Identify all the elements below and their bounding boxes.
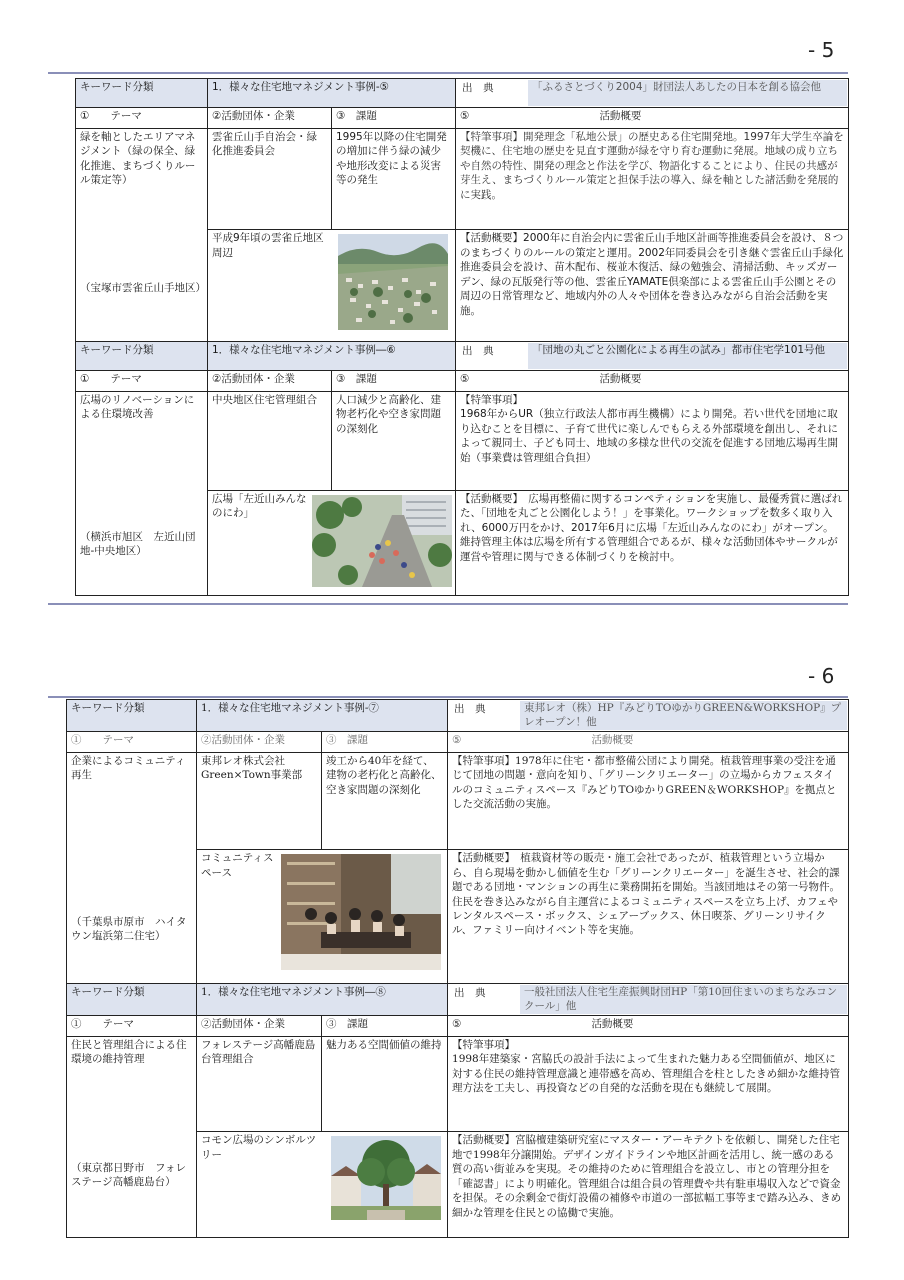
photo-caption: コモン広場のシンボルツリー (201, 1134, 317, 1161)
keyword-label: キーワード分類 (76, 342, 208, 371)
issue-text: 人口減少と高齢化、建物老朽化や空き家問題の深刻化 (332, 392, 456, 491)
source-cell (456, 342, 849, 371)
col-org: ②活動団体・企業 (197, 1015, 322, 1036)
theme-text: 広場のリノベーションによる住環境改善 (80, 394, 195, 421)
photo-cell (208, 491, 456, 596)
issue-text: 竣工から40年を経て、建物の老朽化と高齢化、空き家問題の深刻化 (322, 752, 448, 849)
col-org: ②活動団体・企業 (197, 731, 322, 752)
page-number: - 5 (808, 38, 835, 62)
photo-cell (197, 1132, 448, 1238)
case-title: 1．様々な住宅地マネジメント事例―⑧ (197, 983, 448, 1015)
theme-cell (67, 1036, 197, 1237)
col-summary: ⑤ 活動概要 (448, 1015, 849, 1036)
case-table-6 (66, 699, 849, 1238)
location-text: （千葉県市原市 ハイタウン塩浜第二住宅） (71, 915, 187, 943)
photo-caption: コミュニティスペース (201, 852, 274, 879)
feature-text: 【特筆事項】1978年に住宅・都市整備公団により開発。植栽管理事業の受注を通じて団地の問題・意向を知り、「グリーンクリエーター」の立場からカフェスタイルのコミュニティスペース『みどりTOゆかりGREEN＆WORKSHOP』を拠点とした交流活動の実施。 (448, 752, 849, 849)
source-text: 「ふるさとづくり2004」財団法人あしたの日本を創る協会他 (528, 80, 847, 106)
org-text: 東邦レオ株式会社Green×Town事業部 (197, 752, 322, 849)
source-label: 出 典 (454, 703, 486, 715)
activity-text: 【活動概要】 植栽資材等の販売・施工会社であったが、植栽管理という立場から、自ら現場を動かし価値を生む「グリーンクリエーター」を誕生させ、社会的課題である団地・マンションの再生に業務開拓を開始。当該団地はその第一号物件。住民を巻き込みながら自主運営によるコミュニティスペースを立ち上げ、カフェやレンタルスペース・ボックス、シェアーブックス、休日喫茶、グリーンリサイクル、ファミリー向けイベント等を実施。 (448, 850, 849, 984)
location-text: （横浜市旭区 左近山団地-中央地区） (80, 531, 196, 558)
activity-text: 【活動概要】宮脇檀建築研究室にマスター・アーキテクトを依頼し、開発した住宅地で1998年分譲開始。デザインガイドラインや地区計画を活用し、統一感のある質の高い街並みを実現。その維持のために管理組合を設立し、市との管理分担を「確認書」により明確化。管理組合は組合員の管理費や共有駐車場収入などで資金を担保。その余剰金で街灯設備の補修や市道の一部拡幅工事等まで踏み込み、きめ細かな管理を住民との協働で実施。 (448, 1132, 849, 1238)
source-text: 一般社団法人住宅生産振興財団HP「第10回住まいのまちなみコンクール」他 (520, 985, 847, 1014)
org-text: 雲雀丘山手自治会・緑化推進委員会 (208, 129, 332, 230)
photo-caption: 広場「左近山みんなのにわ」 (212, 493, 307, 520)
theme-text: 緑を軸としたエリアマネジメント（緑の保全、緑化推進、まちづくりルール策定等） (80, 131, 196, 187)
photo-cell (208, 230, 456, 342)
keyword-label: キーワード分類 (76, 79, 208, 108)
col-theme: ① テーマ (67, 1015, 197, 1036)
org-text: フォレステージ高幡鹿島台管理組合 (197, 1036, 322, 1131)
col-summary: ⑤ 活動概要 (456, 108, 849, 129)
col-issue: ③ 課題 (332, 108, 456, 129)
feature-text: 【特筆事項】 1968年からUR（独立行政法人都市再生機構）により開発。若い世代を団地に取り込むことを目標に、子育て世代に楽しんでもらえる外部環境を創出し、それによって親同士、子ども同士、地域の多様な世代の交流を促進する団地広場再生開始（事業費は管理組合負担） (456, 392, 849, 491)
case-title: 1．様々な住宅地マネジメント事例-⑤ (208, 79, 456, 108)
feature-text: 【特筆事項】 1998年建築家・宮脇氏の設計手法によって生まれた魅力ある空間価値が、地区に対する住民の維持管理意識と連帯感を高め、管理組合を柱としたきめ細かな維持管理方法を工夫し、再投資などの自発的な活動を現在も継続して展開。 (448, 1036, 849, 1131)
source-label: 出 典 (462, 82, 494, 94)
col-org: ②活動団体・企業 (208, 108, 332, 129)
source-text: 東邦レオ（株）HP『みどりTOゆかりGREEN&WORKSHOP』プレオープン！他 (520, 701, 847, 730)
case-table-5 (75, 78, 849, 596)
col-theme: ① テーマ (67, 731, 197, 752)
col-summary: ⑤ 活動概要 (456, 371, 849, 392)
source-label: 出 典 (462, 345, 494, 357)
theme-cell (67, 752, 197, 983)
case-title: 1．様々な住宅地マネジメント事例-⑦ (197, 700, 448, 732)
source-cell (456, 79, 849, 108)
photo-caption: 平成9年頃の雲雀丘地区周辺 (212, 232, 324, 259)
top-rule (48, 72, 848, 74)
case-title: 1．様々な住宅地マネジメント事例―⑥ (208, 342, 456, 371)
theme-cell (76, 129, 208, 342)
feature-text: 【特筆事項】開発理念「私地公景」の歴史ある住宅開発地。1997年大学生卒論を契機に、住宅地の歴史を見直す運動が緑を守り育む運動に発展。地域の成り立ちや自然の特性、開発の理念と作法を学び、物語化することにより、住民の共感が芽生え、まちづくりルール策定と担保手法の導入、緑を軸とした諸活動を発展的に実践。 (456, 129, 849, 230)
plaza-photo (312, 495, 452, 591)
col-issue: ③ 課題 (322, 731, 448, 752)
col-org: ②活動団体・企業 (208, 371, 332, 392)
issue-text: 1995年以降の住宅開発の増加に伴う緑の減少や地形改変による災害等の発生 (332, 129, 456, 230)
aerial-photo (338, 234, 448, 334)
location-text: （宝塚市雲雀丘山手地区） (80, 282, 206, 294)
source-cell (448, 700, 849, 732)
location-text: （東京都日野市 フォレステージ高幡鹿島台） (71, 1161, 186, 1189)
activity-text: 【活動概要】2000年に自治会内に雲雀丘山手地区計画等推進委員会を設け、８つのまちづくりのルールの策定と運用。2002年同委員会を引き継ぐ雲雀丘山手緑化推進委員会を設け、苗木配布、桜並木復活、緑の勉強会、清掃活動、キッズガーデン、緑の瓦版発行等の他、雲雀丘YAMATE倶楽部による雲雀丘山手公園とその周辺の日常管理など、地域内外の人々や団体を巻き込みながら自治会活動を実施。 (456, 230, 849, 342)
col-theme: ① テーマ (76, 371, 208, 392)
theme-cell (76, 392, 208, 596)
issue-text: 魅力ある空間価値の維持 (322, 1036, 448, 1131)
col-theme: ① テーマ (76, 108, 208, 129)
theme-text: 住民と管理組合による住環境の維持管理 (71, 1038, 187, 1066)
source-cell (448, 983, 849, 1015)
photo-cell (197, 850, 448, 984)
page-number: - 6 (808, 664, 835, 688)
source-text: 「団地の丸ごと公園化による再生の試み」都市住宅学101号他 (528, 343, 847, 369)
activity-text: 【活動概要】 広場再整備に関するコンペティションを実施し、最優秀賞に選ばれた、「団地を丸ごと公園化しよう！」を事業化。ワークショップを数多く取り入れ、6000万円をかけ、2017年6月に広場「左近山みんなのにわ」がオープン。維持管理主体は広場を所有する管理組合であるが、様々な活動団体やサークルが運営や管理に関与できる体制づくりを検討中。 (456, 491, 849, 596)
keyword-label: キーワード分類 (67, 983, 197, 1015)
source-label: 出 典 (454, 986, 486, 999)
top-rule (48, 696, 848, 698)
keyword-label: キーワード分類 (67, 700, 197, 732)
org-text: 中央地区住宅管理組合 (208, 392, 332, 491)
symbol-tree-photo (331, 1136, 441, 1224)
community-space-photo (281, 854, 441, 974)
col-summary: ⑤ 活動概要 (448, 731, 849, 752)
theme-text: 企業によるコミュニティ再生 (71, 754, 186, 782)
col-issue: ③ 課題 (332, 371, 456, 392)
bottom-rule (48, 603, 848, 605)
col-issue: ③ 課題 (322, 1015, 448, 1036)
